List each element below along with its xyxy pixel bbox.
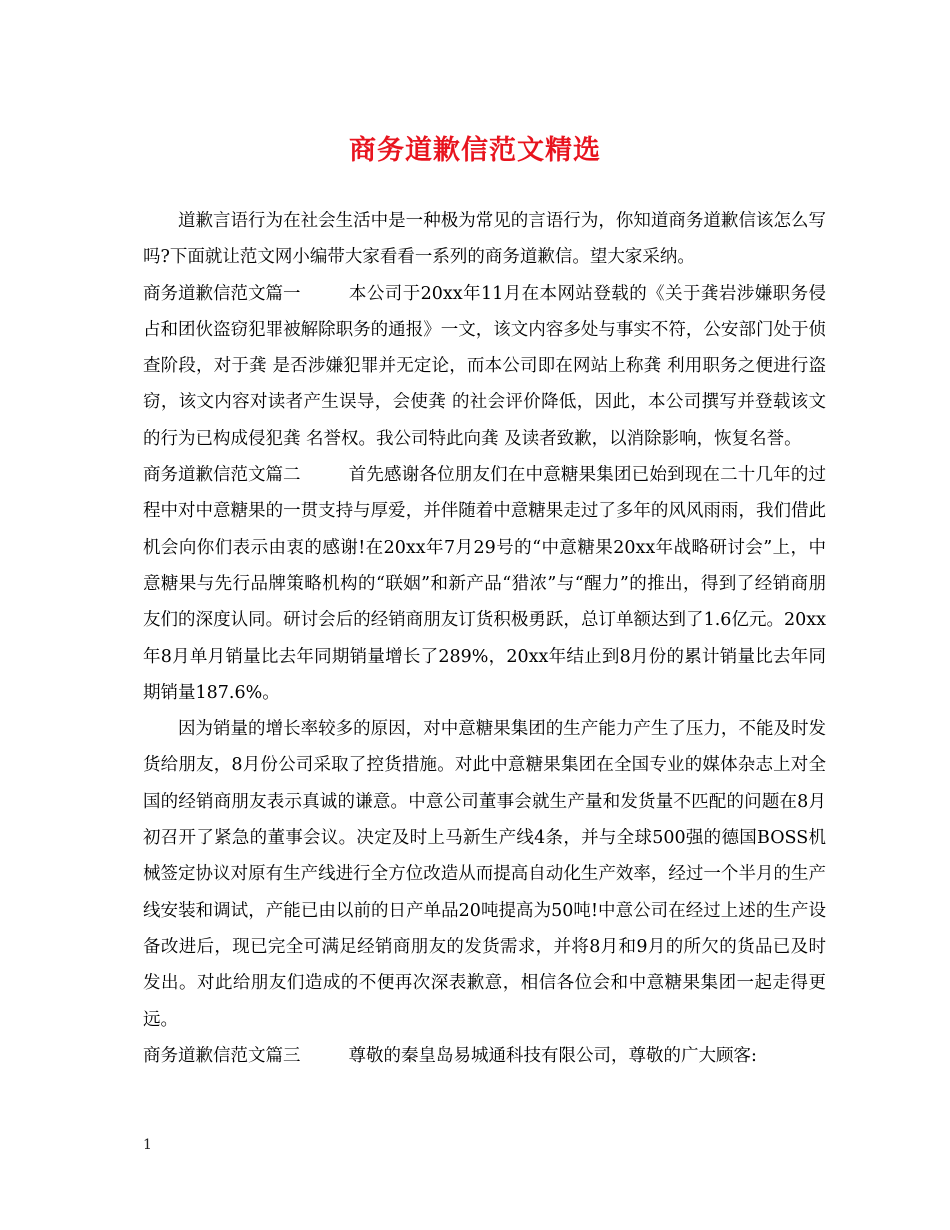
section-three-label: 商务道歉信范文篇三 (143, 1045, 301, 1066)
document-body (143, 203, 826, 1074)
section-one-text: 本公司于20xx年11月在本网站登载的《关于龚岩涉嫌职务侵占和团伙盗窃犯罪被解除职务的通报》一文，该文内容多处与事实不符，公安部门处于侦查阶段，对于龚 是否涉嫌犯罪并无定论，而本公司即在网站上称龚 利用职务之便进行盗窃，该文内容对读者产生误导，会使龚 的社会评价降低，因此，本公司撰写并登载该文的行为已构成侵犯龚 名誉权。我公司特此向龚 及读者致歉，以消除影响，恢复名誉。 (143, 283, 826, 449)
section-two-paragraph-continued: 因为销量的增长率较多的原因，对中意糖果集团的生产能力产生了压力，不能及时发货给朋友，8月份公司采取了控货措施。对此中意糖果集团在全国专业的媒体杂志上对全国的经销商朋友表示真诚的谦意。中意公司董事会就生产量和发货量不匹配的问题在8月初召开了紧急的董事会议。决定及时上马新生产线4条，并与全球500强的德国BOSS机械签定协议对原有生产线进行全方位改造从而提高自动化生产效率，经过一个半月的生产线安装和调试，产能已由以前的日产单品20吨提高为50吨!中意公司在经过上述的生产设备改进后，现已完全可满足经销商朋友的发货需求，并将8月和9月的所欠的货品已及时发出。对此给朋友们造成的不便再次深表歉意，相信各位会和中意糖果集团一起走得更远。 (143, 719, 826, 1030)
section-three-paragraph (143, 1038, 826, 1074)
section-two-paragraph (143, 457, 826, 711)
document-title: 商务道歉信范文精选 (349, 135, 601, 166)
section-two-text: 首先感谢各位朋友们在中意糖果集团已始到现在二十几年的过程中对中意糖果的一贯支持与厚爱，并伴随着中意糖果走过了多年的风风雨雨，我们借此机会向你们表示由衷的感谢!在20xx年7月29号的“中意糖果20xx年战略研讨会”上，中意糖果与先行品牌策略机构的“联姻”和新产品“猎浓”与“醒力”的推出，得到了经销商朋友们的深度认同。研讨会后的经销商朋友订货积极勇跃，总订单额达到了1.6亿元。20xx年8月单月销量比去年同期销量增长了289%，20xx年结止到8月份的累计销量比去年同期销量187.6%。 (143, 465, 826, 703)
section-one-paragraph (143, 276, 826, 457)
page-number: 1 (143, 1137, 152, 1153)
section-one-label: 商务道歉信范文篇一 (143, 283, 301, 304)
intro-paragraph: 道歉言语行为在社会生活中是一种极为常见的言语行为，你知道商务道歉信该怎么写吗?下面就让范文网小编带大家看看一系列的商务道歉信。望大家采纳。 (143, 211, 826, 268)
section-two-label: 商务道歉信范文篇二 (143, 465, 301, 486)
section-three-text: 尊敬的秦皇岛易城通科技有限公司，尊敬的广大顾客: (348, 1045, 757, 1066)
